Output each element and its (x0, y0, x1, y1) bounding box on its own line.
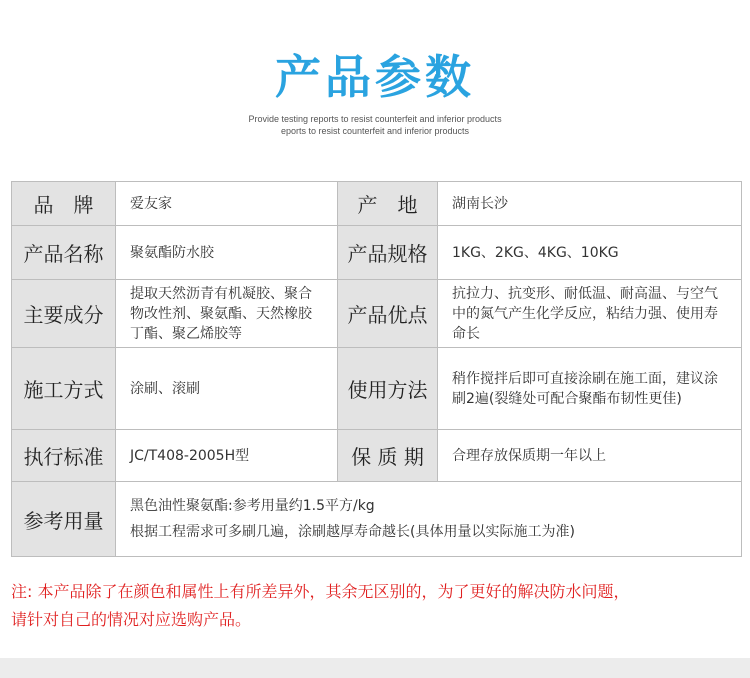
label-product-name: 产品名称 (12, 226, 116, 280)
value-origin: 湖南长沙 (438, 182, 742, 226)
value-usage-method: 稍作搅拌后即可直接涂刷在施工面，建议涂刷2遍(裂缝处可配合聚酯布韧性更佳) (438, 348, 742, 430)
page-title: 产品参数 (275, 50, 475, 104)
value-dosage (116, 482, 742, 557)
dosage-line-1: 黑色油性聚氨酯:参考用量约1.5平方/kg (130, 498, 375, 514)
table-row (12, 182, 742, 226)
value-product-name: 聚氨酯防水胶 (116, 226, 338, 280)
notice-line-2: 请针对自己的情况对应选购产品。 (11, 610, 252, 629)
subtitle-line-2: eports to resist counterfeit and inferior products (280, 126, 470, 136)
label-construction: 施工方式 (12, 348, 116, 430)
label-spec: 产品规格 (338, 226, 438, 280)
table-row (12, 482, 742, 557)
label-shelf-life: 保 质 期 (338, 430, 438, 482)
label-brand: 品 牌 (12, 182, 116, 226)
table-row (12, 226, 742, 280)
table-row (12, 280, 742, 348)
label-dosage: 参考用量 (12, 482, 116, 557)
value-shelf-life: 合理存放保质期一年以上 (438, 430, 742, 482)
label-origin: 产 地 (338, 182, 438, 226)
value-spec: 1KG、2KG、4KG、10KG (438, 226, 742, 280)
bottom-divider (0, 658, 750, 678)
label-usage-method: 使用方法 (338, 348, 438, 430)
table-row (12, 348, 742, 430)
notice-line-1: 注: 本产品除了在颜色和属性上有所差异外，其余无区别的，为了更好的解决防水问题， (11, 582, 630, 601)
label-ingredients: 主要成分 (12, 280, 116, 348)
label-standard: 执行标准 (12, 430, 116, 482)
label-advantages: 产品优点 (338, 280, 438, 348)
table-row (12, 430, 742, 482)
value-advantages: 抗拉力、抗变形、耐低温、耐高温、与空气中的氮气产生化学反应，粘结力强、使用寿命长 (438, 280, 742, 348)
subtitle-line-1: Provide testing reports to resist counterfeit and inferior products (248, 114, 502, 124)
value-ingredients: 提取天然沥青有机凝胶、聚合物改性剂、聚氨酯、天然橡胶丁酯、聚乙烯胶等 (116, 280, 338, 348)
product-params-table (11, 181, 742, 557)
dosage-line-2: 根据工程需求可多刷几遍，涂刷越厚寿命越长(具体用量以实际施工为准) (130, 524, 575, 540)
value-standard: JC/T408-2005H型 (116, 430, 338, 482)
value-brand: 爱友家 (116, 182, 338, 226)
value-construction: 涂刷、滚刷 (116, 348, 338, 430)
notice-text (11, 578, 741, 634)
